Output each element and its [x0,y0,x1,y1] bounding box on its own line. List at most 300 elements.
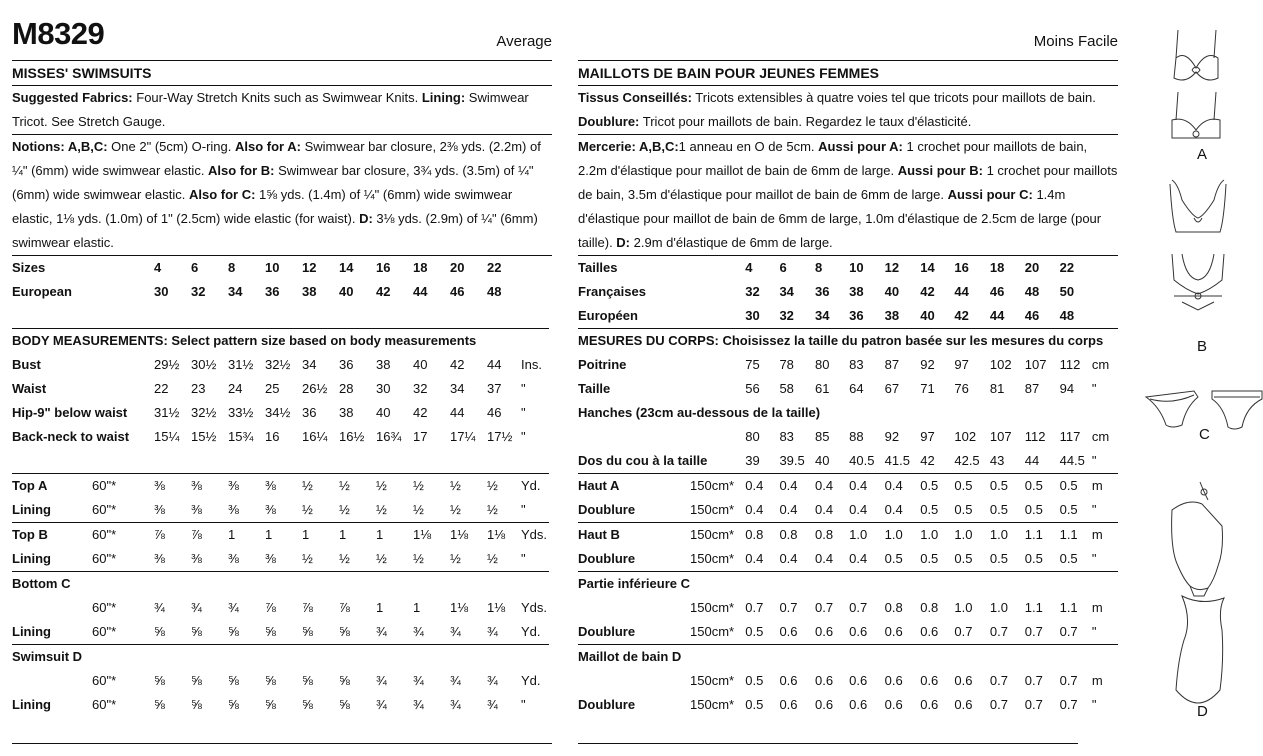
row-value: ¾ [376,697,387,712]
row-label [12,669,92,693]
row-value: 31½ [154,405,180,420]
row-unit [1092,304,1118,329]
row-value: 30 [745,308,760,323]
row-value [154,645,191,670]
row-value: ⅝ [302,673,313,688]
table-row [12,256,549,280]
row-value: ½ [302,551,313,566]
table-row [578,377,1118,401]
row-value: 1.1 [1059,600,1078,615]
lining-text-en: Swimwear Tricot. See Stretch Gauge. [12,90,529,129]
row-label [578,669,690,693]
row-width: 150cm* [690,523,745,548]
row-value: 1 [302,523,339,548]
row-unit: Yd. [521,624,541,639]
d-label-fr: D: [616,235,631,250]
row-unit: Yds. [521,523,549,548]
row-value: 39 [745,453,760,468]
row-value [487,572,521,597]
row-label: Waist [12,381,47,396]
row-value: ⅜ [154,502,165,517]
row-value: 46 [989,284,1005,299]
body-heading-fr [578,329,1118,354]
row-value: 17¼ [450,429,476,444]
row-value: 16 [376,260,391,275]
spacer-row [12,449,549,474]
row-value: 14 [339,260,354,275]
row-value: 38 [376,357,391,372]
row-width [92,572,154,597]
row-value: 80 [814,357,830,372]
row-value: 17 [413,429,428,444]
row-value: 20 [450,260,465,275]
row-value: 1.0 [990,523,1025,548]
row-value: 42.5 [954,453,980,468]
row-unit: " [521,502,526,517]
row-value: 48 [487,284,502,299]
row-value: 39.5 [779,453,805,468]
row-value: 29½ [154,357,180,372]
fabrics-en [12,86,552,135]
body-heading-en [12,329,549,354]
row-value: 78 [779,357,794,372]
table-row [12,280,549,304]
row-value: ⅜ [191,474,228,499]
row-value: 0.5 [954,551,973,566]
table-row [578,280,1118,304]
english-title-row [12,0,552,61]
lining-label-fr: Doublure: [578,114,640,129]
row-value: ½ [376,502,387,517]
row-value: ⅝ [191,624,202,639]
table-row [578,596,1118,620]
row-value: 22 [1059,260,1075,275]
table-row [12,645,549,670]
row-width: 150cm* [690,551,735,566]
row-unit: m [1091,600,1103,615]
row-value: ⅝ [265,673,276,688]
row-value: 8 [814,260,823,275]
row-value: 0.7 [1024,624,1043,639]
table-row [578,669,1118,693]
row-value [779,572,815,597]
row-value [815,572,849,597]
row-value: 67 [884,381,900,396]
row-unit: " [1091,551,1097,566]
row-value: 0.4 [779,474,815,499]
row-value: ¾ [487,624,498,639]
row-value: ⅝ [302,624,313,639]
row-value: 30 [376,381,391,396]
d-text-en: 3⅛ yds. (2.9m) of ¼" (6mm) swimwear elastic. [12,211,538,250]
row-label: Back-neck to waist [12,429,130,444]
title-en: MISSES' SWIMSUITS [12,61,552,86]
row-value: 32 [779,308,794,323]
row-value [954,645,990,670]
row-value: 0.4 [745,551,764,566]
row-unit: m [1092,474,1118,499]
row-unit: m [1091,673,1103,688]
row-value: ½ [413,474,450,499]
row-value: 0.5 [1059,551,1078,566]
row-value: 0.5 [954,474,990,499]
row-value: ⅝ [154,697,165,712]
row-value: 0.5 [954,502,973,517]
row-value [376,572,413,597]
row-value: 1.1 [1024,600,1043,615]
row-value: 0.8 [920,600,939,615]
row-value: 14 [920,260,935,275]
row-value: 44 [1024,453,1040,468]
row-label: Maillot de bain D [578,645,690,670]
row-value [990,572,1025,597]
row-value: 1 [339,523,376,548]
row-unit [521,280,549,304]
french-column [578,0,1118,717]
row-value: 0.6 [849,624,868,639]
row-value: ½ [339,474,376,499]
row-unit: " [1091,381,1097,396]
row-value: 6 [779,260,787,275]
table-row [12,693,549,717]
row-value: 1.0 [885,523,921,548]
row-value: 10 [265,260,280,275]
row-value: ½ [487,474,521,499]
lining-label-en: Lining: [421,90,466,105]
row-value: 44 [450,405,465,420]
row-value: 0.4 [849,551,868,566]
row-value: 0.7 [989,673,1008,688]
row-value: 48 [1024,284,1040,299]
view-b-illustration [1142,170,1262,340]
fabrics-text-en: Four-Way Stretch Knits such as Swimwear Knits. [132,90,422,105]
row-value: ½ [450,502,461,517]
row-width: 60"* [92,600,117,615]
row-value [302,645,339,670]
row-value: ⅜ [228,474,265,499]
row-value: 112 [1059,357,1081,372]
row-label: Doublure [578,551,636,566]
row-value: 23 [191,381,206,396]
row-value: 46 [487,405,502,420]
table-row [12,425,549,449]
row-value: 1⅛ [413,523,450,548]
row-value: 0.8 [779,523,815,548]
row-value: 0.4 [815,474,849,499]
lining-text-fr: Tricot pour maillots de bain. Regardez le taux d'élasticité. [639,114,972,129]
row-value: 12 [302,260,317,275]
table-row [12,547,549,572]
notions-abc-en: One 2" (5cm) O-ring. [107,139,235,154]
row-value [339,572,376,597]
row-value: 20 [1024,260,1040,275]
row-value: 0.5 [745,697,764,712]
row-value: 34 [814,308,830,323]
row-width: 60"* [92,551,117,566]
table-row [578,523,1118,548]
row-label: Doublure [578,624,636,639]
row-value [339,645,376,670]
row-value: 1.0 [920,523,954,548]
row-value [154,572,191,597]
row-value: ½ [339,551,350,566]
row-value [849,572,885,597]
row-value: 71 [920,381,935,396]
row-value: 36 [265,284,280,299]
row-width [92,645,154,670]
row-value: 83 [849,357,864,372]
row-value: 0.6 [884,624,903,639]
table-row [12,620,549,645]
table-row [12,523,549,548]
also-b-text-fr: 1 crochet pour maillots de bain, 3.5m d'élastique pour maillot de bain de 6mm de large. [578,163,1118,202]
row-value: 0.6 [954,697,973,712]
row-value [191,645,228,670]
row-value: 32 [745,284,760,299]
row-label [578,596,690,620]
row-unit [1092,572,1118,597]
notions-fr [578,135,1118,256]
row-value: ⅞ [265,600,276,615]
row-value: 38 [302,284,317,299]
row-value: 34 [450,381,465,396]
row-width: 150cm* [690,600,735,615]
row-value: 0.6 [920,697,939,712]
row-value: 16¼ [302,429,328,444]
row-value: ½ [487,502,498,517]
row-value: 18 [989,260,1005,275]
row-value: 88 [849,429,864,444]
row-value: 1⅛ [450,523,487,548]
french-title-row [578,0,1118,61]
row-value: 56 [745,381,760,396]
row-value: ⅜ [154,551,165,566]
row-label: Lining [12,697,51,712]
row-value: 0.7 [849,600,868,615]
row-value: ⅜ [191,502,202,517]
row-value: ¾ [413,697,424,712]
row-value: ⅝ [228,624,239,639]
row-value: ⅜ [228,551,239,566]
row-value: 22 [154,381,169,396]
row-value: 42 [920,453,935,468]
row-value: 1.0 [954,600,973,615]
row-value: 0.7 [814,600,834,615]
row-width [690,645,745,670]
row-value: ¾ [154,600,165,615]
row-value: 40.5 [849,453,875,468]
bottom-rule-fr [578,743,1078,744]
row-value: 40 [920,308,935,323]
row-value: 0.8 [815,523,849,548]
row-value: 0.5 [1060,474,1092,499]
row-value: 0.5 [1025,474,1060,499]
row-label: Françaises [578,284,646,299]
row-width: 60"* [92,697,117,712]
row-width: 60"* [92,502,117,517]
table-row [578,304,1118,329]
row-label: Doublure [578,502,636,517]
row-value: ½ [450,551,461,566]
row-value [885,572,921,597]
row-width: 150cm* [690,624,735,639]
row-value: 0.5 [745,624,764,639]
row-value: 0.6 [884,673,903,688]
row-value: 44 [989,308,1005,323]
row-value: 40 [884,284,900,299]
row-value: 46 [450,284,465,299]
table-row [12,572,549,597]
row-value: 0.6 [849,697,868,712]
row-unit [1092,256,1118,280]
row-value: ¾ [228,600,239,615]
table-row [12,474,549,499]
row-value: ⅜ [191,551,202,566]
row-unit: m [1092,523,1118,548]
row-label: Dos du cou à la taille [578,453,708,468]
row-value: 0.6 [814,673,834,688]
row-value: 48 [1059,308,1075,323]
row-value [376,645,413,670]
spacer-row [12,304,549,329]
table-row [578,256,1118,280]
view-d-label: D [1197,703,1208,720]
table-row [578,498,1118,523]
row-value: 0.7 [1059,673,1078,688]
view-d-illustration [1142,480,1262,720]
row-value: 75 [745,357,760,372]
table-row [578,620,1118,645]
row-label: Taille [578,381,611,396]
row-value: 61 [814,381,830,396]
row-unit: Ins. [521,357,542,372]
row-value: 25 [265,381,280,396]
row-value: ⅝ [339,624,350,639]
row-value: 0.6 [954,673,973,688]
row-value: ¾ [376,673,387,688]
row-value: ½ [376,474,413,499]
table-row [12,353,549,377]
row-value: 8 [228,260,236,275]
row-value: 0.8 [745,523,779,548]
row-value [745,572,779,597]
row-value: 107 [989,429,1012,444]
row-value: 97 [954,357,969,372]
row-value: 0.4 [884,502,903,517]
row-value: 30 [154,284,169,299]
row-unit: cm [1091,429,1110,444]
bottom-rule-en [12,743,552,744]
row-value: ⅞ [191,523,228,548]
row-value: 0.7 [745,600,764,615]
row-value: 0.5 [920,551,939,566]
row-label: Lining [12,551,51,566]
row-unit: cm [1091,357,1110,372]
row-value: 26½ [302,381,328,396]
row-unit: " [1091,624,1097,639]
row-value: 15¼ [154,429,180,444]
row-value: 44 [487,357,502,372]
also-a-label-en: Also for A: [235,139,301,154]
row-label: Hip-9" below waist [12,405,128,420]
row-label: Top B [12,523,92,548]
row-value: 102 [989,357,1012,372]
body-heading-en-cell: BODY MEASUREMENTS: Select pattern size based on body measurements [12,329,549,354]
row-value: 42 [450,357,465,372]
row-value [990,645,1025,670]
row-value [920,645,954,670]
fabrics-label-fr: Tissus Conseillés: [578,90,692,105]
d-label-en: D: [359,211,373,226]
row-value: 0.4 [885,474,921,499]
row-value [413,572,450,597]
also-c-text-en: 1⅝ yds. (1.4m) of ¼" (6mm) wide swimwear elastic, 1⅛ yds. (1.0m) of 1" (2.5cm) wide elastic (for waist). [12,187,513,226]
row-value: ⅞ [154,523,191,548]
row-value: 0.6 [849,673,868,688]
row-value: 1⅛ [487,600,506,615]
row-value: ½ [339,502,350,517]
row-value: 4 [745,260,753,275]
row-value: 0.5 [989,502,1008,517]
row-value: ⅜ [154,474,191,499]
row-value: 1.0 [954,523,990,548]
view-b-label: B [1197,338,1208,355]
row-value: 12 [884,260,900,275]
table-row [578,425,1118,449]
row-width: 150cm* [690,502,735,517]
row-value: 44 [413,284,428,299]
row-value: 0.6 [920,624,939,639]
row-width: 60"* [92,523,154,548]
row-value: ¾ [487,673,498,688]
row-value: 83 [779,429,794,444]
row-value: 0.5 [989,551,1008,566]
row-value: 0.5 [1024,551,1043,566]
row-value [885,645,921,670]
row-value: 16 [265,429,280,444]
row-value: 0.7 [1059,624,1078,639]
row-value: 10 [849,260,864,275]
row-value: 1.1 [1060,523,1092,548]
table-row [578,474,1118,499]
row-value: 18 [413,260,428,275]
row-value: 38 [884,308,900,323]
row-value: ⅝ [228,697,239,712]
row-value [265,645,302,670]
row-value [413,645,450,670]
row-value: 32½ [191,405,217,420]
row-label [12,596,92,620]
also-c-label-en: Also for C: [188,187,256,202]
row-value: 0.6 [779,673,798,688]
row-value: 0.6 [814,697,834,712]
row-unit: Yd. [521,673,541,688]
row-unit: " [521,429,526,444]
row-value: 0.8 [884,600,903,615]
row-unit [521,256,549,280]
row-value [779,645,815,670]
row-unit: Yd. [521,474,549,499]
row-value: 6 [191,260,199,275]
row-value: 31½ [228,357,254,372]
row-value [1060,572,1092,597]
row-value: 0.5 [920,474,954,499]
row-value [450,572,487,597]
row-value [487,645,521,670]
row-value: 38 [849,284,864,299]
row-value: ⅜ [265,502,276,517]
row-value: 34½ [265,405,291,420]
